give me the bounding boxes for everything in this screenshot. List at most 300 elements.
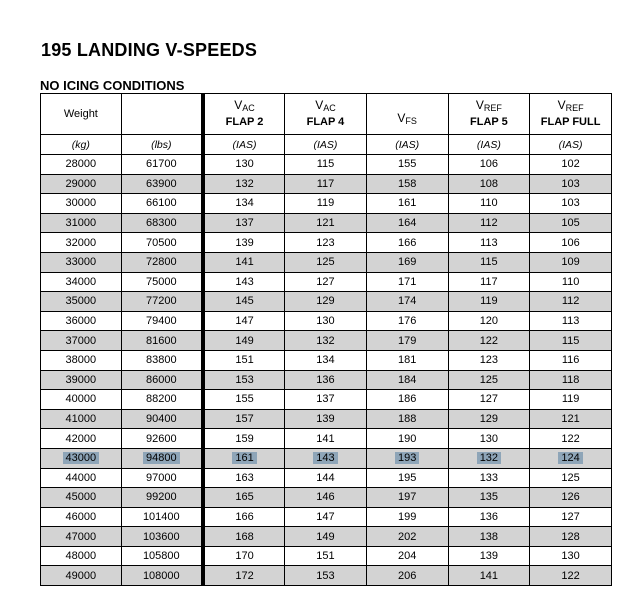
cell-value: 199: [397, 510, 417, 523]
cell-value: 99200: [146, 491, 177, 504]
cell-value: 83800: [146, 354, 177, 367]
cell-value: 44000: [65, 471, 97, 484]
vref-full-cell: [530, 272, 612, 292]
cell-value: 40000: [65, 393, 97, 406]
cell-value: 132: [316, 334, 335, 347]
table-row: [41, 370, 612, 390]
cell-value: 123: [479, 354, 499, 367]
cell-value: 108: [479, 177, 499, 190]
vspeeds-table: [40, 93, 612, 586]
vfs-cell: [366, 350, 448, 370]
vac-flap4-cell: [285, 566, 367, 586]
weight-kg-cell: [41, 429, 122, 449]
vref-flap5-cell: [448, 292, 530, 312]
vac-flap4-cell: [285, 213, 367, 233]
vac-flap2-cell: [203, 272, 285, 292]
vac-flap2-cell: [203, 370, 285, 390]
weight-lbs-cell: [121, 507, 203, 527]
weight-kg-cell: [41, 292, 122, 312]
vac-flap4-cell: [285, 272, 367, 292]
cell-value: 147: [235, 315, 254, 328]
cell-value: 204: [397, 550, 417, 563]
vref-flap5-cell: [448, 546, 530, 566]
table-row: [41, 429, 612, 449]
cell-value: 29000: [65, 177, 97, 190]
cell-value: 155: [235, 393, 254, 406]
cell-value: 47000: [65, 530, 97, 543]
vref-flap5-cell: [448, 252, 530, 272]
vfs-cell: [366, 390, 448, 410]
vref-full-cell: [530, 292, 612, 312]
vref-full-cell: [530, 350, 612, 370]
vfs-cell: [366, 566, 448, 586]
vac-flap2-cell: [203, 546, 285, 566]
vac-flap2-cell: [203, 213, 285, 233]
cell-value: 158: [397, 177, 417, 190]
cell-value: 164: [397, 217, 417, 230]
cell-value: 136: [316, 373, 335, 386]
cell-value: 188: [397, 413, 417, 426]
cell-value: 161: [397, 197, 417, 210]
vac-flap4-cell: [285, 546, 367, 566]
cell-value: 41000: [65, 413, 97, 426]
cell-value: 127: [479, 393, 499, 406]
vac-flap2-cell: [203, 174, 285, 194]
table-row: [41, 566, 612, 586]
vref-flap5-cell: [448, 331, 530, 351]
vfs-cell: [366, 311, 448, 331]
vref-full-cell: [530, 331, 612, 351]
weight-lbs-cell: [121, 155, 203, 175]
vfs-symbol: V: [397, 111, 406, 125]
vfs-cell: [366, 448, 448, 468]
weight-kg-cell: [41, 311, 122, 331]
cell-value: 136: [479, 510, 499, 523]
cell-value: 132: [477, 452, 501, 464]
vref-full-cell: [530, 252, 612, 272]
vac-flap4-cell: [285, 252, 367, 272]
vref-flap5-cell: [448, 448, 530, 468]
weight-lbs-cell: [121, 527, 203, 547]
header-weight: [41, 94, 122, 135]
cell-value: 130: [479, 432, 499, 445]
cell-value: 103600: [142, 530, 180, 543]
cell-value: 122: [479, 334, 499, 347]
vfs-cell: [366, 370, 448, 390]
weight-kg-cell: [41, 194, 122, 214]
vac-flap2-cell: [203, 468, 285, 488]
vref-full-cell: [530, 311, 612, 331]
vref-full-subscript: REF: [565, 103, 584, 113]
cell-value: 31000: [65, 217, 97, 230]
cell-value: 179: [397, 334, 417, 347]
table-row: [41, 311, 612, 331]
vac-flap4-cell: [285, 331, 367, 351]
weight-kg-cell: [41, 213, 122, 233]
vac-flap2-cell: [203, 233, 285, 253]
cell-value: 121: [561, 413, 580, 426]
cell-value: 122: [561, 569, 580, 582]
cell-value: 134: [235, 197, 254, 210]
vac-flap2-cell: [203, 311, 285, 331]
table-row: [41, 468, 612, 488]
cell-value: 77200: [146, 295, 177, 308]
weight-lbs-cell: [121, 546, 203, 566]
weight-kg-cell: [41, 546, 122, 566]
cell-value: 105: [561, 217, 580, 230]
vfs-cell: [366, 507, 448, 527]
cell-value: 190: [397, 432, 417, 445]
weight-lbs-cell: [121, 311, 203, 331]
cell-value: 171: [397, 275, 417, 288]
vac-flap4-cell: [285, 429, 367, 449]
header-weight-label: Weight: [63, 108, 98, 120]
cell-value: 130: [561, 550, 580, 563]
cell-value: 109: [561, 256, 580, 269]
cell-value: 115: [316, 158, 335, 171]
cell-value: 110: [561, 275, 580, 288]
cell-value: 45000: [65, 491, 97, 504]
cell-value: 46000: [65, 510, 97, 523]
cell-value: 90400: [146, 413, 177, 426]
cell-value: 35000: [65, 295, 97, 308]
cell-value: 79400: [146, 315, 177, 328]
vac-flap4-cell: [285, 488, 367, 508]
vac-flap4-cell: [285, 155, 367, 175]
cell-value: 94800: [143, 452, 180, 464]
vref-full-cell: [530, 566, 612, 586]
weight-lbs-cell: [121, 448, 203, 468]
cell-value: 34000: [65, 275, 97, 288]
cell-value: 146: [316, 491, 335, 504]
vfs-cell: [366, 252, 448, 272]
cell-value: 130: [235, 158, 254, 171]
weight-kg-cell: [41, 566, 122, 586]
weight-lbs-cell: [121, 233, 203, 253]
weight-kg-cell: [41, 272, 122, 292]
unit-ias: (IAS): [366, 135, 448, 155]
cell-value: 43000: [63, 452, 100, 464]
cell-value: 68300: [146, 217, 177, 230]
table-row: [41, 507, 612, 527]
vac-flap2-cell: [203, 429, 285, 449]
cell-value: 66100: [146, 197, 177, 210]
table-row: [41, 272, 612, 292]
cell-value: 49000: [65, 569, 97, 582]
cell-value: 153: [235, 373, 254, 386]
cell-value: 144: [316, 471, 335, 484]
vac-flap4-symbol: V: [315, 98, 324, 112]
weight-lbs-cell: [121, 252, 203, 272]
cell-value: 103: [561, 177, 580, 190]
cell-value: 117: [480, 275, 498, 288]
cell-value: 141: [479, 569, 499, 582]
cell-value: 116: [561, 354, 580, 367]
vref-flap5-cell: [448, 174, 530, 194]
cell-value: 149: [235, 334, 254, 347]
vref-full-cell: [530, 409, 612, 429]
vref-flap5-cell: [448, 370, 530, 390]
vref-full-cell: [530, 194, 612, 214]
header-vref-full: [530, 94, 612, 135]
vref-flap5-cell: [448, 350, 530, 370]
vac-flap4-subscript: AC: [323, 103, 336, 113]
vac-flap2-cell: [203, 507, 285, 527]
cell-value: 184: [397, 373, 417, 386]
cell-value: 106: [561, 236, 580, 249]
cell-value: 176: [397, 315, 417, 328]
cell-value: 155: [397, 158, 417, 171]
vac-flap4-cell: [285, 507, 367, 527]
vref-flap5-cell: [448, 213, 530, 233]
vac-flap2-cell: [203, 409, 285, 429]
vfs-cell: [366, 155, 448, 175]
weight-lbs-cell: [121, 429, 203, 449]
vfs-subscript: FS: [405, 116, 417, 126]
vref-flap5-cell: [448, 233, 530, 253]
weight-kg-cell: [41, 350, 122, 370]
cell-value: 163: [235, 471, 254, 484]
cell-value: 113: [561, 315, 580, 328]
cell-value: 123: [316, 236, 335, 249]
cell-value: 127: [561, 510, 580, 523]
vref-flap5-subscript: REF: [483, 103, 502, 113]
vac-flap2-cell: [203, 390, 285, 410]
weight-lbs-cell: [121, 566, 203, 586]
cell-value: 132: [235, 177, 254, 190]
cell-value: 197: [397, 491, 417, 504]
vac-flap4-cell: [285, 174, 367, 194]
cell-value: 157: [235, 413, 254, 426]
table-row: [41, 527, 612, 547]
cell-value: 124: [558, 452, 582, 464]
cell-value: 30000: [65, 197, 97, 210]
vac-flap2-cell: [203, 292, 285, 312]
vac-flap4-cell: [285, 527, 367, 547]
weight-kg-cell: [41, 155, 122, 175]
weight-kg-cell: [41, 507, 122, 527]
cell-value: 139: [479, 550, 499, 563]
vac-flap2-cell: [203, 155, 285, 175]
weight-kg-cell: [41, 488, 122, 508]
vref-flap5-cell: [448, 566, 530, 586]
vref-flap5-cell: [448, 272, 530, 292]
vac-flap2-label: FLAP 2: [225, 116, 264, 128]
cell-value: 102: [561, 158, 580, 171]
table-row: [41, 233, 612, 253]
page-title: 195 LANDING V-SPEEDS: [41, 40, 258, 60]
vac-flap4-cell: [285, 409, 367, 429]
vfs-cell: [366, 546, 448, 566]
vref-flap5-cell: [448, 507, 530, 527]
cell-value: 119: [316, 197, 335, 210]
table-row: [41, 350, 612, 370]
cell-value: 122: [561, 432, 580, 445]
vref-full-cell: [530, 507, 612, 527]
vref-full-cell: [530, 370, 612, 390]
vref-full-cell: [530, 174, 612, 194]
weight-lbs-cell: [121, 174, 203, 194]
table-row: [41, 546, 612, 566]
table-row: [41, 331, 612, 351]
cell-value: 174: [397, 295, 417, 308]
unit-kg: (kg): [41, 135, 122, 155]
cell-value: 28000: [65, 158, 97, 171]
cell-value: 121: [316, 217, 335, 230]
section-subtitle: NO ICING CONDITIONS: [40, 78, 185, 93]
cell-value: 108000: [142, 569, 180, 582]
vref-full-cell: [530, 390, 612, 410]
unit-ias: (IAS): [203, 135, 285, 155]
cell-value: 92600: [146, 432, 177, 445]
cell-value: 172: [235, 569, 254, 582]
vfs-cell: [366, 272, 448, 292]
vac-flap4-cell: [285, 468, 367, 488]
weight-lbs-cell: [121, 194, 203, 214]
cell-value: 129: [316, 295, 335, 308]
cell-value: 147: [316, 510, 335, 523]
cell-value: 186: [397, 393, 417, 406]
vref-flap5-cell: [448, 429, 530, 449]
cell-value: 118: [561, 373, 580, 386]
cell-value: 135: [479, 491, 499, 504]
table-row: [41, 194, 612, 214]
cell-value: 143: [235, 275, 254, 288]
vref-flap5-cell: [448, 155, 530, 175]
cell-value: 126: [561, 491, 580, 504]
vref-full-cell: [530, 429, 612, 449]
vac-flap4-cell: [285, 390, 367, 410]
cell-value: 128: [561, 530, 580, 543]
cell-value: 119: [561, 393, 580, 406]
cell-value: 125: [561, 471, 580, 484]
weight-lbs-cell: [121, 370, 203, 390]
cell-value: 125: [316, 256, 335, 269]
cell-value: 138: [479, 530, 499, 543]
cell-value: 101400: [142, 510, 180, 523]
cell-value: 169: [397, 256, 417, 269]
cell-value: 202: [397, 530, 417, 543]
vref-flap5-cell: [448, 311, 530, 331]
weight-lbs-cell: [121, 488, 203, 508]
vfs-cell: [366, 468, 448, 488]
cell-value: 137: [235, 217, 254, 230]
vac-flap4-cell: [285, 311, 367, 331]
header-vfs: [366, 94, 448, 135]
cell-value: 181: [397, 354, 417, 367]
weight-kg-cell: [41, 370, 122, 390]
cell-value: 119: [480, 295, 498, 308]
cell-value: 37000: [65, 334, 97, 347]
vfs-cell: [366, 429, 448, 449]
vac-flap4-cell: [285, 370, 367, 390]
cell-value: 165: [235, 491, 254, 504]
cell-value: 110: [480, 197, 498, 210]
cell-value: 115: [480, 256, 498, 269]
vac-flap2-symbol: V: [234, 98, 243, 112]
weight-kg-cell: [41, 331, 122, 351]
cell-value: 75000: [146, 275, 177, 288]
weight-kg-cell: [41, 174, 122, 194]
cell-value: 151: [316, 550, 335, 563]
vref-full-cell: [530, 546, 612, 566]
vfs-cell: [366, 331, 448, 351]
weight-lbs-cell: [121, 272, 203, 292]
unit-lbs: (lbs): [121, 135, 203, 155]
cell-value: 42000: [65, 432, 97, 445]
vref-full-cell: [530, 213, 612, 233]
cell-value: 36000: [65, 315, 97, 328]
cell-value: 170: [235, 550, 254, 563]
cell-value: 88200: [146, 393, 177, 406]
weight-kg-cell: [41, 448, 122, 468]
cell-value: 139: [235, 236, 254, 249]
cell-value: 145: [235, 295, 254, 308]
vref-full-label: FLAP FULL: [540, 116, 601, 128]
cell-value: 112: [561, 295, 580, 308]
cell-value: 38000: [65, 354, 97, 367]
vref-full-cell: [530, 488, 612, 508]
vref-flap5-cell: [448, 390, 530, 410]
vfs-cell: [366, 488, 448, 508]
cell-value: 193: [395, 452, 419, 464]
vac-flap4-cell: [285, 350, 367, 370]
cell-value: 137: [316, 393, 335, 406]
weight-lbs-cell: [121, 213, 203, 233]
vref-flap5-cell: [448, 409, 530, 429]
cell-value: 39000: [65, 373, 97, 386]
cell-value: 115: [561, 334, 580, 347]
cell-value: 112: [480, 217, 498, 230]
header-vref-flap5: [448, 94, 530, 135]
vac-flap2-cell: [203, 350, 285, 370]
vfs-cell: [366, 409, 448, 429]
table-row: [41, 448, 612, 468]
table-row: [41, 409, 612, 429]
vfs-cell: [366, 233, 448, 253]
vac-flap2-cell: [203, 527, 285, 547]
cell-value: 117: [316, 177, 335, 190]
weight-kg-cell: [41, 468, 122, 488]
vac-flap2-cell: [203, 566, 285, 586]
unit-ias: (IAS): [448, 135, 530, 155]
cell-value: 133: [479, 471, 499, 484]
vref-full-cell: [530, 448, 612, 468]
weight-lbs-cell: [121, 468, 203, 488]
unit-ias: (IAS): [285, 135, 367, 155]
cell-value: 120: [479, 315, 499, 328]
vac-flap2-subscript: AC: [242, 103, 255, 113]
vac-flap2-cell: [203, 448, 285, 468]
weight-lbs-cell: [121, 350, 203, 370]
vref-flap5-symbol: V: [475, 98, 484, 112]
vref-flap5-cell: [448, 194, 530, 214]
table-row: [41, 155, 612, 175]
cell-value: 134: [316, 354, 335, 367]
cell-value: 48000: [65, 550, 97, 563]
vac-flap2-cell: [203, 194, 285, 214]
cell-value: 97000: [146, 471, 177, 484]
vref-full-cell: [530, 155, 612, 175]
cell-value: 166: [397, 236, 417, 249]
vac-flap4-cell: [285, 233, 367, 253]
header-weight-lbs: [121, 94, 203, 135]
cell-value: 86000: [146, 373, 177, 386]
cell-value: 130: [316, 315, 335, 328]
vfs-cell: [366, 213, 448, 233]
vac-flap4-label: FLAP 4: [306, 116, 345, 128]
header-vac-flap4: [285, 94, 367, 135]
